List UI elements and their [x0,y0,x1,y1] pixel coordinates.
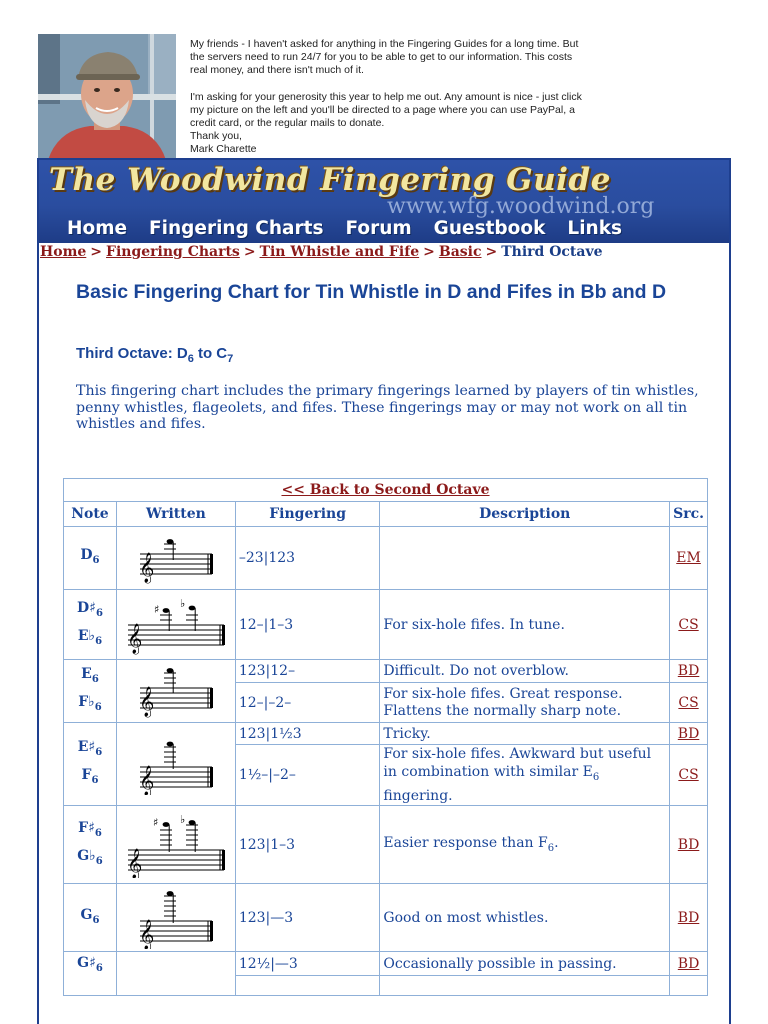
note-name: F♭ [78,694,95,710]
appeal-line: Thank you, [190,130,242,142]
staff-e6 [136,664,216,718]
description-cell [380,527,670,590]
desc-sub: 6 [592,771,600,783]
site-banner [39,160,729,243]
page-title: Basic Fingering Chart for Tin Whistle in D and Fifes in Bb and D [76,281,667,303]
fingering-cell: 123|1–3 [235,806,380,884]
description-cell [380,806,670,884]
note-name: F♯ [78,819,95,836]
note-cell [64,660,117,723]
back-to-second-octave-link[interactable]: << Back to Second Octave [281,482,490,498]
src-cell [670,952,708,976]
written-cell [116,952,235,996]
description-cell: Difficult. Do not overblow. [380,660,670,683]
table-row [64,590,708,660]
breadcrumb [40,244,603,260]
fingering-cell: 123|—3 [235,884,380,952]
author-photo[interactable] [38,34,176,160]
table-header-row [64,502,708,527]
note-octave: 6 [94,701,102,713]
appeal-line: real money, and there isn't much of it. [190,64,364,76]
src-link[interactable]: BD [677,955,700,972]
table-row [64,884,708,952]
description-cell: Tricky. [380,723,670,745]
breadcrumb-separator: > [243,244,256,260]
col-header-src: Src. [670,502,708,527]
appeal-line: I'm asking for your generosity this year to help me out. Any amount is nice - just click [190,91,582,103]
svg-text:♯: ♯ [153,602,160,616]
appeal-line: My friends - I haven't asked for anything in the Fingering Guides for a long time. But [190,38,579,50]
note-name: D♯ [77,599,96,616]
fingering-cell: 12–|1–3 [235,590,380,660]
appeal-line: credit card, or the regular mails to donate. [190,117,385,129]
nav-links[interactable]: Links [567,218,623,239]
note-octave: 6 [91,774,99,786]
src-link[interactable]: BD [677,909,700,926]
svg-text:𝄞: 𝄞 [138,687,155,717]
donate-photo-link[interactable] [38,34,176,160]
intro-paragraph: This fingering chart includes the primary fingerings learned by players of tin whistles, penny whistles, flageolets, and fifes. These fingerings may or may not work on all tin whistles and fifes. [76,383,699,432]
breadcrumb-separator: > [485,244,498,260]
subtitle-prefix: Third Octave: D [76,345,188,362]
staff-fs6 [124,812,228,878]
src-link[interactable]: BD [677,725,700,742]
svg-text:𝄞: 𝄞 [138,766,155,795]
svg-text:𝄞: 𝄞 [138,919,155,949]
subtitle-sub: 6 [187,353,194,365]
note-octave: 6 [95,635,103,647]
col-header-fingering: Fingering [235,502,380,527]
donation-appeal [38,34,738,160]
fingering-cell: 12½|—3 [235,952,380,976]
note-cell [64,884,117,952]
note-name: F [81,767,92,783]
src-cell [670,683,708,723]
svg-text:♯: ♯ [152,815,159,829]
table-row [64,806,708,884]
fingering-cell [235,976,380,996]
src-link[interactable]: BD [677,663,700,679]
col-header-written: Written [116,502,235,527]
nav-home[interactable]: Home [67,218,128,239]
note-name: G♯ [77,955,96,971]
fingering-table [63,478,708,996]
note-octave: 6 [92,554,100,566]
note-name: G♭ [77,847,96,864]
note-name: E [81,666,92,683]
written-cell [116,527,235,590]
note-cell [64,952,117,996]
src-cell [670,590,708,660]
written-cell [116,660,235,723]
subtitle-sub: 7 [227,353,234,365]
src-cell [670,660,708,683]
nav-fingering-charts[interactable]: Fingering Charts [149,218,324,239]
description-cell: Occasionally possible in passing. [380,952,670,976]
fingering-cell: 12–|–2– [235,683,380,723]
note-cell [64,723,117,806]
written-cell [116,590,235,660]
main-nav [67,218,644,239]
note-octave: 6 [94,827,102,839]
desc-sub: 6 [547,842,555,854]
breadcrumb-tin-whistle[interactable]: Tin Whistle and Fife [259,244,420,260]
staff-d6 [136,532,216,584]
staff-ds6 [124,595,228,655]
desc-text: For six-hole fifes. Awkward but useful in combination with similar E [383,746,652,781]
src-cell [670,806,708,884]
src-cell [670,745,708,806]
note-octave: 6 [91,674,99,685]
fingering-cell: –23|123 [235,527,380,590]
breadcrumb-separator: > [90,244,103,260]
note-cell [64,806,117,884]
note-name: E♯ [77,739,96,756]
desc-text: . [554,835,559,852]
table-row [64,660,708,683]
src-cell [670,527,708,590]
breadcrumb-home[interactable]: Home [40,244,87,260]
fingering-cell: 1½–|–2– [235,745,380,806]
octave-subtitle [76,345,233,365]
staff-es6 [136,733,216,795]
desc-text: fingering. [383,787,453,804]
breadcrumb-separator: > [423,244,435,260]
note-cell [64,527,117,590]
site-url: www.wfg.woodwind.org [387,194,655,219]
note-octave: 6 [92,914,100,926]
breadcrumb-basic[interactable]: Basic [438,244,482,260]
note-octave: 6 [95,747,103,758]
site-title[interactable]: The Woodwind Fingering Guide [49,162,611,198]
description-cell [380,976,670,996]
svg-text:♭: ♭ [179,596,186,610]
back-link-cell [64,479,708,502]
description-cell: Good on most whistles. [380,884,670,952]
note-name: D [80,547,93,564]
src-link[interactable]: BD [677,836,700,853]
description-cell: For six-hole fifes. In tune. [380,590,670,660]
nav-guestbook[interactable]: Guestbook [433,218,546,239]
subtitle-mid: to C [193,345,228,362]
appeal-signature: Mark Charette [190,143,257,155]
svg-text:𝄞: 𝄞 [126,623,143,654]
src-link[interactable]: EM [676,550,701,566]
written-cell [116,884,235,952]
written-cell [116,723,235,806]
appeal-line: my picture on the left and you'll be directed to a page where you can use PayPal, a [190,104,575,116]
src-link[interactable]: CS [678,616,699,633]
svg-text:𝄞: 𝄞 [126,848,143,878]
breadcrumb-fingering-charts[interactable]: Fingering Charts [106,244,240,260]
col-header-description: Description [380,502,670,527]
breadcrumb-current: Third Octave [501,244,603,260]
nav-forum[interactable]: Forum [345,218,412,239]
note-name: E♭ [77,627,96,644]
svg-text:𝄞: 𝄞 [138,553,155,583]
src-cell [670,723,708,745]
table-row [64,952,708,976]
description-cell [380,745,670,806]
note-octave: 6 [95,855,103,867]
appeal-line: the servers need to run 24/7 for you to be able to get to our information. This costs [190,51,573,63]
src-link[interactable]: CS [678,767,699,783]
table-row [64,527,708,590]
note-octave: 6 [95,962,103,974]
svg-text:♭: ♭ [179,812,186,826]
fingering-cell: 123|1½3 [235,723,380,745]
src-link[interactable]: CS [678,694,699,711]
staff-g6 [136,887,216,949]
fingering-cell: 123|12– [235,660,380,683]
note-octave: 6 [95,607,103,619]
description-cell: For six-hole fifes. Great response. Flattens the normally sharp note. [380,683,670,723]
desc-text: Easier response than F [383,835,548,852]
note-cell [64,590,117,660]
col-header-note: Note [64,502,117,527]
note-name: G [80,906,93,923]
written-cell [116,806,235,884]
table-row [64,723,708,745]
src-cell [670,976,708,996]
src-cell [670,884,708,952]
